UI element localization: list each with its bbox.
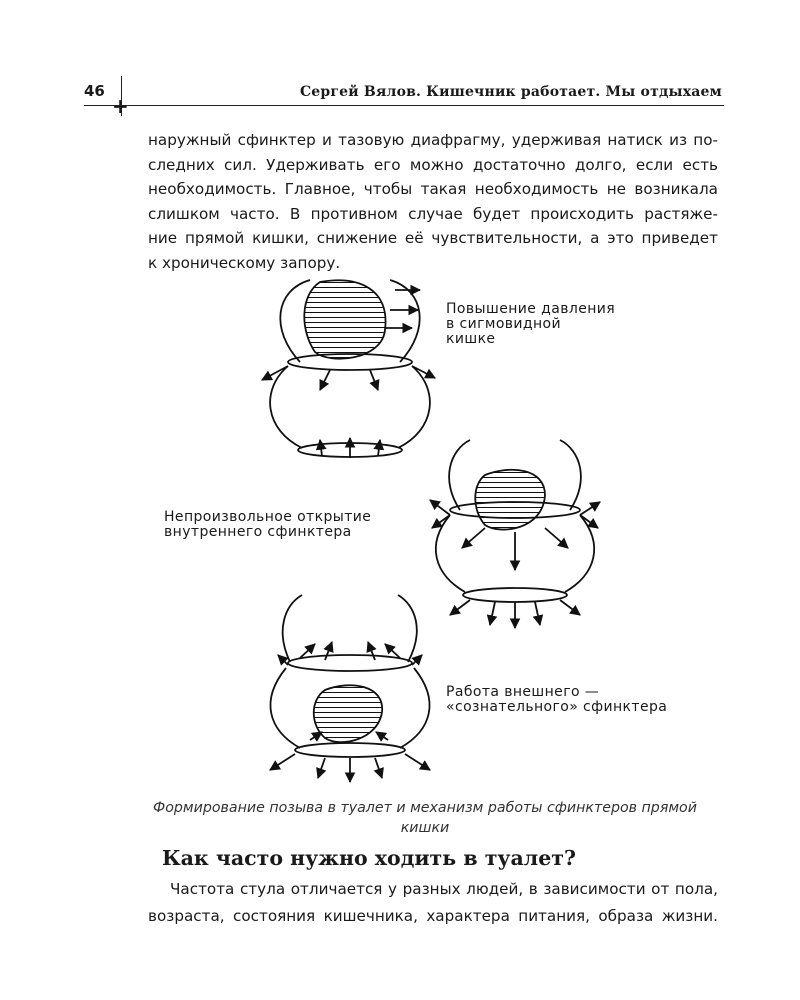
paragraph-line: возраста, состояния кишечника, характера питания, образа жизни. [148, 907, 718, 925]
paragraph-1 [148, 128, 718, 275]
figure-caption: Формирование позыва в туалет и механизм работы сфинктеров прямой кишки [153, 800, 697, 836]
paragraph-line: Частота стула отличается у разных людей, в зависимости от пола, [170, 880, 718, 898]
paragraph-line: ние прямой кишки, снижение её чувствительности, а это приведет [148, 229, 718, 247]
diagram-rectum-2 [430, 440, 600, 628]
paragraph-line: к хроническому запору. [148, 253, 341, 272]
crop-mark-icon: + [112, 94, 129, 118]
paragraph-line: следних сил. Удерживать его можно достаточно долго, если есть [148, 155, 718, 174]
page-number: 46 [84, 82, 105, 100]
label-external-sphincter: Работа внешнего — «сознательного» сфинктера [446, 684, 668, 715]
paragraph-2 [148, 876, 718, 930]
paragraph-line: необходимость. Главное, чтобы такая необходимость не возникала [148, 180, 718, 198]
paragraph-line: наружный сфинктер и тазовую диафрагму, удерживая натиск из по- [148, 131, 718, 149]
header-rule [84, 105, 724, 106]
diagram-rectum-3 [270, 595, 430, 782]
label-internal-sphincter: Непроизвольное открытие внутреннего сфинктера [164, 509, 372, 540]
sphincter-figure [150, 270, 730, 790]
diagram-rectum-1 [262, 280, 435, 458]
running-header: Сергей Вялов. Кишечник работает. Мы отдыхаем [299, 84, 722, 100]
section-heading: Как часто нужно ходить в туалет? [162, 846, 577, 870]
label-pressure: Повышение давления в сигмовидной кишке [446, 301, 616, 347]
paragraph-line: слишком часто. В противном случае будет происходить растяже- [148, 204, 718, 223]
